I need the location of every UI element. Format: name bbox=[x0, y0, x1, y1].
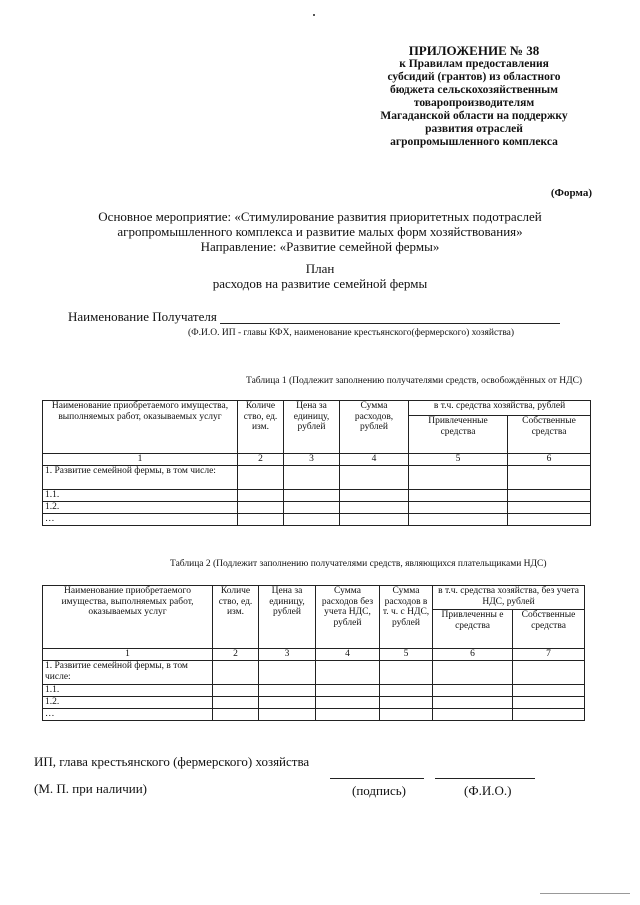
t1-col-number: 1 bbox=[43, 454, 238, 466]
plan-title: План bbox=[305, 261, 335, 276]
t1-cell[interactable] bbox=[284, 514, 340, 526]
table1-caption: Таблица 1 (Подлежит заполнению получателями средств, освобождённых от НДС) bbox=[246, 376, 583, 386]
t2-cell[interactable] bbox=[380, 661, 433, 685]
t1-cell[interactable] bbox=[508, 514, 591, 526]
appendix-line: Магаданской области на поддержку bbox=[380, 110, 568, 122]
t1-cell[interactable] bbox=[409, 466, 508, 490]
intro-line-2: агропромышленного комплекса и развитие малых форм хозяйствования» bbox=[117, 224, 523, 239]
t2-cell[interactable] bbox=[433, 697, 513, 709]
t1-header-name: Наименование приобретаемого имущества, выполняемых работ, оказываемых услуг bbox=[43, 401, 238, 454]
t1-cell[interactable] bbox=[284, 490, 340, 502]
appendix-line: субсидий (грантов) из областного bbox=[387, 71, 561, 83]
table-row bbox=[43, 697, 585, 709]
appendix-line: к Правилам предоставления bbox=[399, 58, 549, 70]
t1-header-price: Цена за единицу, рублей bbox=[284, 401, 340, 454]
t1-header-sum: Сумма расходов, рублей bbox=[340, 401, 409, 454]
fio-line[interactable] bbox=[435, 778, 535, 779]
intro-line-1: Основное мероприятие: «Стимулирование развития приоритетных подотраслей bbox=[98, 209, 542, 224]
recipient-field[interactable] bbox=[220, 323, 560, 324]
intro-line-3: Направление: «Развитие семейной фермы» bbox=[200, 239, 440, 254]
t2-col-number: 4 bbox=[316, 649, 380, 661]
t1-row-label: 1.1. bbox=[43, 490, 238, 502]
t2-row-label: 1. Развитие семейной фермы, в том числе: bbox=[43, 661, 213, 685]
table-row bbox=[43, 685, 585, 697]
t1-cell[interactable] bbox=[508, 466, 591, 490]
t1-row-label: 1.2. bbox=[43, 502, 238, 514]
t2-cell[interactable] bbox=[213, 709, 259, 721]
t2-header-attracted: Привлеченны е средства bbox=[433, 610, 513, 649]
t1-cell[interactable] bbox=[409, 490, 508, 502]
t2-cell[interactable] bbox=[513, 709, 585, 721]
appendix-line: агропромышленного комплекса bbox=[390, 136, 558, 148]
t2-cell[interactable] bbox=[316, 685, 380, 697]
t2-col-number: 7 bbox=[513, 649, 585, 661]
t1-cell[interactable] bbox=[340, 502, 409, 514]
recipient-hint: (Ф.И.О. ИП - главы КФХ, наименование крестьянского(фермерского) хозяйства) bbox=[188, 328, 515, 338]
table-row bbox=[43, 661, 585, 685]
table-row bbox=[43, 502, 591, 514]
table1 bbox=[42, 400, 591, 526]
t2-cell[interactable] bbox=[380, 685, 433, 697]
t1-cell[interactable] bbox=[238, 502, 284, 514]
t2-cell[interactable] bbox=[259, 709, 316, 721]
signature-label: (подпись) bbox=[352, 783, 406, 798]
t2-cell[interactable] bbox=[433, 661, 513, 685]
t2-cell[interactable] bbox=[433, 709, 513, 721]
t2-cell[interactable] bbox=[259, 685, 316, 697]
t1-cell[interactable] bbox=[238, 514, 284, 526]
t2-cell[interactable] bbox=[259, 697, 316, 709]
t2-cell[interactable] bbox=[433, 685, 513, 697]
t2-cell[interactable] bbox=[513, 685, 585, 697]
t2-col-number: 2 bbox=[213, 649, 259, 661]
t1-cell[interactable] bbox=[238, 490, 284, 502]
t1-cell[interactable] bbox=[238, 466, 284, 490]
t2-col-number: 5 bbox=[380, 649, 433, 661]
t1-col-number: 5 bbox=[409, 454, 508, 466]
t2-header-own: Собственные средства bbox=[513, 610, 585, 649]
t2-header-qty: Количе ство, ед. изм. bbox=[213, 586, 259, 649]
footer-stamp: (М. П. при наличии) bbox=[34, 781, 148, 796]
appendix-header bbox=[340, 44, 608, 149]
t1-cell[interactable] bbox=[409, 502, 508, 514]
t2-cell[interactable] bbox=[213, 685, 259, 697]
t2-header-group: в т.ч. средства хозяйства, без учета НДС, рублей bbox=[433, 586, 585, 610]
t1-header-group: в т.ч. средства хозяйства, рублей bbox=[409, 401, 591, 416]
signature-line[interactable] bbox=[330, 778, 424, 779]
t1-cell[interactable] bbox=[508, 502, 591, 514]
t2-cell[interactable] bbox=[213, 697, 259, 709]
scan-speck bbox=[313, 14, 315, 16]
t2-cell[interactable] bbox=[513, 697, 585, 709]
t2-header-sum-vat: Сумма расходов в т. ч. с НДС, рублей bbox=[380, 586, 433, 649]
form-label: (Форма) bbox=[550, 187, 592, 199]
t2-row-label: 1.2. bbox=[43, 697, 213, 709]
t2-cell[interactable] bbox=[316, 709, 380, 721]
t1-cell[interactable] bbox=[340, 490, 409, 502]
t2-cell[interactable] bbox=[380, 697, 433, 709]
fio-label: (Ф.И.О.) bbox=[464, 783, 512, 798]
appendix-line: товаропроизводителям bbox=[413, 97, 535, 109]
table-row bbox=[43, 466, 591, 490]
t2-cell[interactable] bbox=[316, 697, 380, 709]
scan-edge-line bbox=[540, 893, 630, 894]
t1-col-number: 3 bbox=[284, 454, 340, 466]
t1-row-label: … bbox=[43, 514, 238, 526]
t2-cell[interactable] bbox=[513, 661, 585, 685]
t1-row-label: 1. Развитие семейной фермы, в том числе: bbox=[43, 466, 238, 490]
t1-cell[interactable] bbox=[284, 466, 340, 490]
t2-cell[interactable] bbox=[380, 709, 433, 721]
t2-header-price: Цена за единицу, рублей bbox=[259, 586, 316, 649]
appendix-line: развития отраслей bbox=[425, 123, 523, 135]
t2-row-label: 1.1. bbox=[43, 685, 213, 697]
table2 bbox=[42, 585, 585, 721]
table2-caption: Таблица 2 (Подлежит заполнению получателями средств, являющихся плательщиками НДС) bbox=[170, 559, 547, 569]
t2-header-sum-no-vat: Сумма расходов без учета НДС, рублей bbox=[316, 586, 380, 649]
t1-header-attracted: Привлеченные средства bbox=[409, 416, 508, 454]
table-row bbox=[43, 490, 591, 502]
t2-col-number: 6 bbox=[433, 649, 513, 661]
t1-cell[interactable] bbox=[340, 514, 409, 526]
t1-header-qty: Количе ство, ед. изм. bbox=[238, 401, 284, 454]
t1-cell[interactable] bbox=[508, 490, 591, 502]
plan-subtitle: расходов на развитие семейной фермы bbox=[212, 276, 428, 291]
recipient-label: Наименование Получателя bbox=[68, 309, 217, 324]
footer-head: ИП, глава крестьянского (фермерского) хозяйства bbox=[34, 754, 310, 769]
t1-col-number: 4 bbox=[340, 454, 409, 466]
t1-header-own: Собственные средства bbox=[508, 416, 591, 454]
table-row bbox=[43, 514, 591, 526]
t2-col-number: 1 bbox=[43, 649, 213, 661]
t2-cell[interactable] bbox=[316, 661, 380, 685]
t2-cell[interactable] bbox=[259, 661, 316, 685]
t2-row-label: … bbox=[43, 709, 213, 721]
t1-cell[interactable] bbox=[340, 466, 409, 490]
table-row bbox=[43, 709, 585, 721]
t1-cell[interactable] bbox=[284, 502, 340, 514]
appendix-title: ПРИЛОЖЕНИЕ № 38 bbox=[408, 43, 540, 58]
t2-col-number: 3 bbox=[259, 649, 316, 661]
t1-col-number: 2 bbox=[238, 454, 284, 466]
t2-header-name: Наименование приобретаемого имущества, выполняемых работ, оказываемых услуг bbox=[43, 586, 213, 649]
appendix-line: бюджета сельскохозяйственным bbox=[390, 84, 558, 96]
t1-cell[interactable] bbox=[409, 514, 508, 526]
t1-col-number: 6 bbox=[508, 454, 591, 466]
t2-cell[interactable] bbox=[213, 661, 259, 685]
